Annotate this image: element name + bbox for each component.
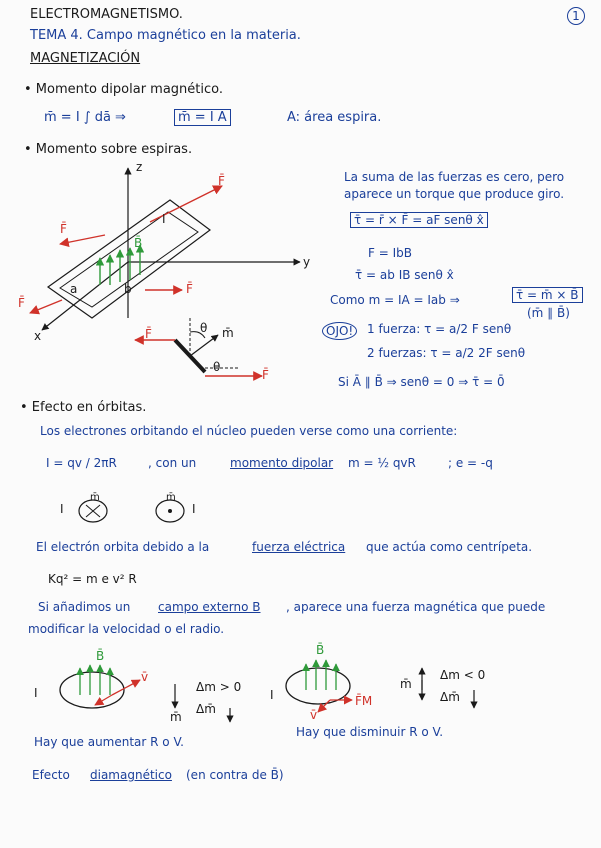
como-eq: Como m = IA = Iab ⇒ xyxy=(330,293,460,307)
orbit-icon-m-left: m̄ xyxy=(90,492,100,503)
orbits-line-1: Los electrones orbitando el núcleo pueden verse como una corriente: xyxy=(40,424,458,438)
orbit-icon-i-left: I xyxy=(60,502,64,516)
two-forces-eq: 2 fuerzas: τ = a/2 2F senθ xyxy=(367,346,526,360)
con-un: , con un xyxy=(148,456,197,470)
force-eq: F = IbB xyxy=(368,246,412,260)
fig-label-b-side: b xyxy=(124,282,132,296)
fig-label-z: z xyxy=(136,160,143,174)
como-boxed: τ̄ = m̄ × B̄ xyxy=(512,287,583,303)
orbits-line-3-post: , aparece una fuerza magnética que puede xyxy=(286,600,546,614)
case1-b: B̄ xyxy=(96,649,105,663)
section-title: MAGNETIZACIÓN xyxy=(30,51,141,66)
fig-label-f-bottom: F̄ xyxy=(18,296,25,310)
fig-label-f-left: F̄ xyxy=(60,222,67,236)
loops-note-2: aparece un torque que produce giro. xyxy=(344,187,565,201)
case2-note-2: Δm̄ xyxy=(440,690,460,704)
parallel-eq: Si Ā ∥ B̄ ⇒ senθ = 0 ⇒ τ̄ = 0̄ xyxy=(338,375,505,389)
page-number: 1 xyxy=(567,7,585,25)
diamag-ul: diamagnético xyxy=(90,768,172,782)
one-force-eq: 1 fuerza: τ = a/2 F senθ xyxy=(367,322,512,336)
loops-note-1: La suma de las fuerzas es cero, pero xyxy=(344,170,565,184)
fig-label-y: y xyxy=(303,255,311,269)
case2-b: B̄ xyxy=(316,643,325,657)
topic-title: TEMA 4. Campo magnético en la materia. xyxy=(30,28,301,43)
case2-f: F̄M xyxy=(355,694,373,708)
charge-eq: ; e = -q xyxy=(448,456,493,470)
ojo-note: OJO! xyxy=(322,322,357,340)
case1-i: I xyxy=(34,686,38,700)
fig-label-x: x xyxy=(34,329,42,343)
como-paren: (m̄ ∥ B̄) xyxy=(527,306,570,320)
orbits-line-4: modificar la velocidad o el radio. xyxy=(28,622,225,636)
orbits-line-2-pre: El electrón orbita debido a la xyxy=(36,540,210,554)
case1-note-2: Δm̄ xyxy=(196,702,216,716)
fig-label-f-side1: F̄ xyxy=(145,327,152,341)
dipole-bullet: • Momento dipolar magnético. xyxy=(24,82,224,97)
case1-m: m̄ xyxy=(170,710,182,724)
fig-label-f-right: F̄ xyxy=(186,282,193,296)
subject-title: ELECTROMAGNETISMO. xyxy=(30,7,183,22)
case1-note-1: Δm > 0 xyxy=(196,680,242,694)
orbits-line-2-ul: fuerza eléctrica xyxy=(252,540,346,554)
moment-eq: m = ½ qvR xyxy=(348,456,416,470)
orbits-line-3-pre: Si añadimos un xyxy=(38,600,131,614)
diamag-pre: Efecto xyxy=(32,768,70,782)
case2-m: m̄ xyxy=(400,677,412,691)
orbits-bullet: • Efecto en órbitas. xyxy=(20,400,147,415)
fig-label-f-side2: F̄ xyxy=(262,368,269,382)
fig-label-i: I xyxy=(162,212,166,226)
fig-label-m: m̄ xyxy=(222,326,234,340)
loops-bullet: • Momento sobre espiras. xyxy=(24,142,193,157)
area-note: A: área espira. xyxy=(287,110,382,125)
dipole-formula: m̄ = I ∫ dā ⇒ xyxy=(44,110,126,125)
case1-v: v̄ xyxy=(141,670,149,684)
case2-v: v̄ xyxy=(310,708,318,722)
orbits-line-2-post: que actúa como centrípeta. xyxy=(366,540,533,554)
torque-eq: τ̄ = ab IB senθ x̂ xyxy=(355,268,454,282)
fig-label-theta1: θ xyxy=(200,321,208,335)
dipole-boxed-formula: m̄ = I Ā xyxy=(174,109,231,126)
fig-label-b: B̄ xyxy=(134,236,143,250)
torque-boxed: τ̄ = r̄ × F̄ = aF senθ x̂ xyxy=(350,212,488,228)
fig-label-a: a xyxy=(70,282,78,296)
centripetal-eq: Kq² = m e v² R xyxy=(48,572,137,586)
diamag-post: (en contra de B̄) xyxy=(186,768,284,782)
fig-label-theta2: θ xyxy=(213,360,221,374)
momento-dipolar: momento dipolar xyxy=(230,456,334,470)
orbits-line-3-ul: campo externo B xyxy=(158,600,261,614)
case2-conclusion: Hay que disminuir R o V. xyxy=(296,725,444,739)
orbit-icon-i-right: I xyxy=(192,502,196,516)
fig-label-f-top: F̄ xyxy=(218,174,225,188)
case1-conclusion: Hay que aumentar R o V. xyxy=(34,735,184,749)
orbit-icon-m-right: m̄ xyxy=(166,492,176,503)
case2-i: I xyxy=(270,688,274,702)
case2-note-1: Δm < 0 xyxy=(440,668,486,682)
current-eq: I = qv / 2πR xyxy=(46,456,117,470)
